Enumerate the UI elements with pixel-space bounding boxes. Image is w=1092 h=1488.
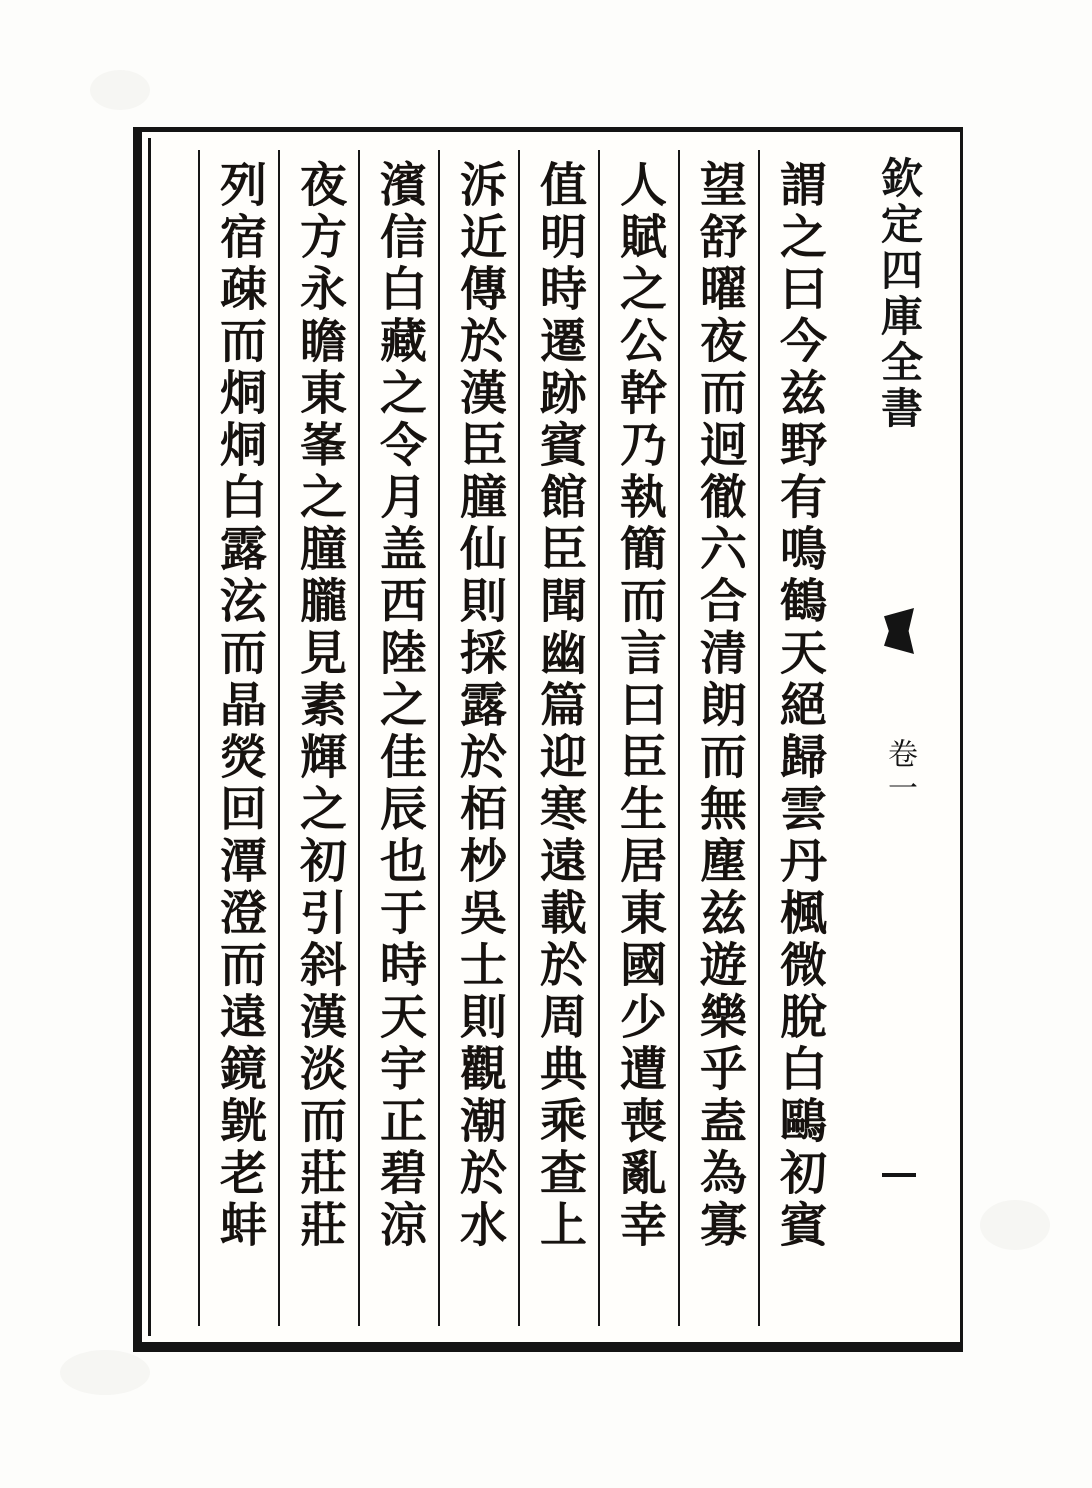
text-column bbox=[678, 150, 758, 1326]
text-columns bbox=[171, 150, 838, 1326]
text-column bbox=[518, 150, 598, 1326]
column-text: 濱信白藏之令月盖西陸之佳辰也于時天宇正碧涼 bbox=[371, 160, 427, 1252]
text-column bbox=[358, 150, 438, 1326]
text-column bbox=[758, 150, 838, 1326]
paper-blotch bbox=[90, 70, 150, 110]
text-column bbox=[598, 150, 678, 1326]
paper-blotch bbox=[980, 1200, 1050, 1250]
fishtail-mark-icon bbox=[884, 608, 914, 654]
volume-label: 卷一 bbox=[882, 738, 917, 806]
paper-blotch bbox=[60, 1350, 150, 1395]
woodblock-frame-inner bbox=[148, 138, 956, 1336]
text-column bbox=[278, 150, 358, 1326]
text-column bbox=[438, 150, 518, 1326]
column-text: 望舒曜夜而迥徹六合清朗而無塵兹遊樂乎盍為寡 bbox=[691, 160, 747, 1252]
book-title: 欽定四庫全書 bbox=[875, 156, 924, 432]
text-column bbox=[198, 150, 278, 1326]
column-text: 列宿疎而烔烔白露泫而晶熒回潭澄而遠鏡皝老蚌 bbox=[211, 160, 267, 1252]
gutter-tick-icon bbox=[882, 1173, 916, 1177]
column-text: 謂之曰今兹野有鳴鶴天絕歸雲丹楓微脫白鷗初賓 bbox=[771, 160, 827, 1252]
banxin-gutter bbox=[840, 138, 958, 1336]
column-text: 夜方永瞻東峯之朣朧見素輝之初引斜漢淡而莊莊 bbox=[291, 160, 347, 1252]
column-text: 人賦之公幹乃執簡而言曰臣生居東國少遭喪亂幸 bbox=[611, 160, 667, 1252]
column-text: 泝近傳於漢臣朣仙則採露於栢杪吳士則觀潮於水 bbox=[451, 160, 507, 1252]
column-text: 值明時遷跡賓館臣聞幽篇迎寒遠載於周典乘查上 bbox=[531, 160, 587, 1252]
woodblock-frame bbox=[133, 127, 963, 1352]
